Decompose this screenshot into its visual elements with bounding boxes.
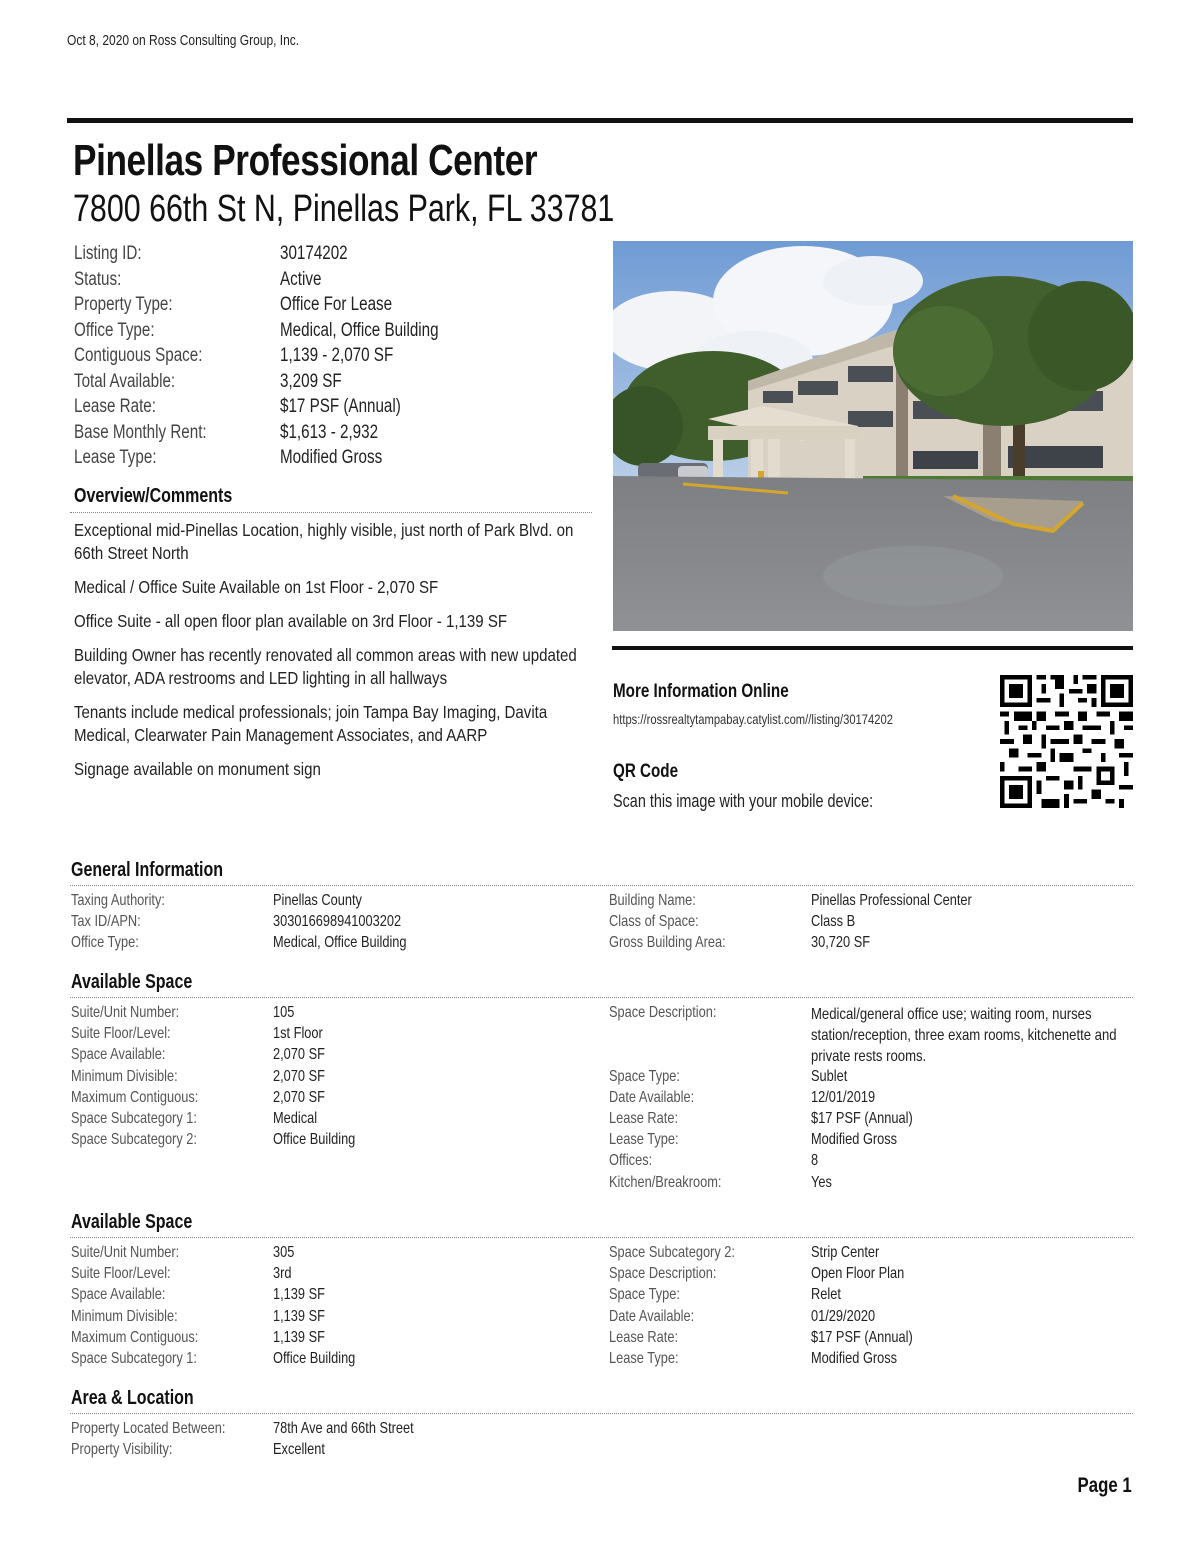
detail-row [609,1265,1133,1286]
summary-value: $1,613 - 2,932 [280,421,379,443]
overview-heading [74,485,272,508]
summary-value: Office For Lease [280,294,393,315]
detail-label: Property Located Between: [71,1420,226,1437]
detail-value: 8 [811,1152,819,1170]
detail-value: Class B [811,913,856,931]
overview-paragraph: Building Owner has recently renovated all common areas with new updated elevator, ADA restrooms and LED lighting in all hallways [74,645,577,688]
detail-value [811,1004,1200,1068]
suite-105-right-column [609,1004,1133,1195]
detail-value: 1,139 SF [273,1286,325,1304]
detail-row [71,1308,601,1329]
detail-label: Space Subcategory 1: [71,1349,197,1367]
summary-value: 1,139 - 2,070 SF [280,345,394,366]
detail-value: $17 PSF (Annual) [811,1109,913,1127]
detail-label: Suite Floor/Level: [71,1265,171,1283]
overview-divider [70,512,592,513]
summary-value: Active [280,268,322,290]
detail-label: Space Type: [609,1067,680,1085]
suite-105-left-column [71,1004,601,1152]
summary-row-status [74,269,594,295]
detail-value: 12/01/2019 [811,1088,876,1106]
detail-row [71,1420,601,1441]
summary-row-office-type [74,320,594,346]
page-title [73,136,653,186]
detail-row [71,1329,601,1350]
detail-label: Class of Space: [609,913,699,931]
detail-label: Property Visibility: [71,1441,173,1459]
detail-label: Minimum Divisible: [71,1067,178,1085]
section-heading-text: Available Space [71,1211,193,1233]
section-divider [70,885,1133,886]
detail-label: Suite Floor/Level: [71,1025,171,1043]
summary-row-listing-id [74,243,594,269]
summary-label: Lease Type: [74,447,157,468]
overview-paragraph: Office Suite - all open floor plan available on 3rd Floor - 1,139 SF [74,611,508,631]
summary-value: 3,209 SF [280,370,342,392]
detail-row [71,1286,601,1307]
detail-row [609,1004,1133,1068]
detail-row [609,1131,1133,1152]
detail-label: Space Available: [71,1046,166,1064]
detail-value: Sublet [811,1067,848,1085]
detail-value: Pinellas County [273,892,362,909]
detail-row [609,1152,1133,1173]
detail-label: Space Description: [609,1265,717,1283]
detail-value: 1,139 SF [273,1328,325,1346]
detail-label: Lease Type: [609,1349,679,1367]
detail-value: Office Building [273,1349,356,1367]
overview-paragraph: Tenants include medical professionals; join Tampa Bay Imaging, Davita Medical, Clearwater Pain Management Associates, and AARP [74,702,548,745]
detail-value: 105 [273,1004,295,1021]
detail-row [609,934,1133,955]
detail-row [609,1068,1133,1089]
overview-body [74,519,594,792]
detail-value: 01/29/2020 [811,1307,876,1325]
property-title-text: Pinellas Professional Center [73,136,538,185]
detail-label: Date Available: [609,1307,695,1325]
section-heading-available-space-305 [71,1211,223,1234]
detail-value: Medical [273,1109,318,1127]
section-heading-text: Area & Location [71,1387,194,1409]
summary-row-lease-type [74,447,594,473]
detail-label: Lease Rate: [609,1328,679,1346]
building-photo-image [613,241,1133,631]
detail-label: Building Name: [609,892,696,909]
summary-row-total-available [74,371,594,397]
section-heading-available-space-105 [71,971,223,994]
overview-paragraph: Signage available on monument sign [74,759,321,779]
overview-paragraph: Exceptional mid-Pinellas Location, highly visible, just north of Park Blvd. on 66th Street North [74,520,574,563]
general-info-right-column [609,892,1133,956]
detail-row [71,1441,601,1462]
qr-heading-text: QR Code [613,761,679,782]
detail-row [71,934,601,955]
summary-label: Base Monthly Rent: [74,421,207,443]
detail-label: Suite/Unit Number: [71,1004,180,1021]
section-divider [70,1413,1133,1414]
summary-value: 30174202 [280,243,348,264]
property-photo [613,241,1133,631]
detail-value: 2,070 SF [273,1088,325,1106]
section-heading-general-information [71,859,261,882]
detail-value: 1,139 SF [273,1307,325,1325]
section-divider [70,997,1133,998]
detail-row [609,1350,1133,1371]
page-number-text: Page 1 [1077,1474,1132,1497]
summary-value: $17 PSF (Annual) [280,396,401,417]
qr-instructions-text: Scan this image with your mobile device: [613,791,874,811]
detail-value: Pinellas Professional Center [811,892,972,909]
detail-row [71,892,601,913]
detail-label: Tax ID/APN: [71,913,141,931]
detail-label: Space Subcategory 1: [71,1109,197,1127]
detail-value: 1st Floor [273,1025,323,1043]
detail-label: Offices: [609,1152,653,1170]
detail-value: Relet [811,1286,841,1304]
detail-label: Minimum Divisible: [71,1307,178,1325]
summary-row-lease-rate [74,396,594,422]
qr-code-heading [613,761,694,783]
detail-row [609,1308,1133,1329]
more-info-heading-text: More Information Online [613,681,789,702]
summary-row-contiguous-space [74,345,594,371]
summary-label: Lease Rate: [74,396,156,417]
detail-value: 303016698941003202 [273,913,402,931]
summary-label: Property Type: [74,294,173,315]
summary-row-base-monthly-rent [74,422,594,448]
detail-value: 2,070 SF [273,1046,325,1064]
detail-row [71,1265,601,1286]
section-divider [70,1237,1133,1238]
section-heading-text: Available Space [71,971,193,993]
general-info-left-column [71,892,601,956]
qr-code-graphic [1000,675,1133,808]
more-info-heading [613,681,833,703]
summary-value: Modified Gross [280,447,383,468]
header-meta [67,32,357,49]
listing-url-text[interactable]: https://rossrealtytampabay.catylist.com//listing/30174202 [613,711,893,727]
detail-row [71,1046,601,1067]
detail-label: Space Type: [609,1286,680,1304]
detail-value: $17 PSF (Annual) [811,1328,913,1346]
detail-value: Open Floor Plan [811,1265,905,1283]
detail-label: Date Available: [609,1088,695,1106]
detail-value: 78th Ave and 66th Street [273,1420,414,1437]
detail-row [609,913,1133,934]
area-location-left-column [71,1420,601,1462]
detail-row [609,1244,1133,1265]
detail-row [71,1350,601,1371]
detail-label: Space Subcategory 2: [71,1131,197,1149]
detail-value: 30,720 SF [811,934,871,952]
suite-305-right-column [609,1244,1133,1371]
detail-row [609,1174,1133,1195]
detail-row [71,1068,601,1089]
photo-divider [612,646,1133,650]
detail-row [71,1110,601,1131]
detail-label: Office Type: [71,934,139,952]
detail-row [609,1286,1133,1307]
summary-label: Status: [74,268,122,290]
summary-table [74,243,594,473]
detail-label: Lease Type: [609,1131,679,1149]
detail-row [71,913,601,934]
detail-value: Strip Center [811,1244,880,1261]
detail-label: Kitchen/Breakroom: [609,1173,722,1191]
page-number [1064,1474,1132,1498]
detail-value: 305 [273,1244,295,1261]
detail-row [609,892,1133,913]
detail-value: 3rd [273,1265,292,1283]
detail-row [609,1329,1133,1350]
detail-row [609,1110,1133,1131]
detail-label: Suite/Unit Number: [71,1244,180,1261]
property-address-text: 7800 66th St N, Pinellas Park, FL 33781 [73,188,615,230]
qr-code-icon [1000,675,1133,808]
space-description-text: Medical/general office use; waiting room, nurses station/reception, three exam rooms, kitchenette and private rests rooms. [811,1006,1117,1066]
detail-value: Office Building [273,1131,356,1149]
print-date-text: Oct 8, 2020 on Ross Consulting Group, Inc. [67,32,300,49]
section-heading-area-location [71,1387,224,1410]
detail-row [71,1244,601,1265]
detail-value: Modified Gross [811,1349,898,1367]
detail-value: Yes [811,1173,832,1191]
qr-instructions [613,791,938,812]
summary-label: Total Available: [74,370,176,392]
property-address [73,188,750,231]
detail-label: Gross Building Area: [609,934,726,952]
overview-paragraph: Medical / Office Suite Available on 1st Floor - 2,070 SF [74,577,439,597]
detail-row [71,1089,601,1110]
detail-value: 2,070 SF [273,1067,325,1085]
detail-label: Lease Rate: [609,1109,679,1127]
listing-url-link[interactable] [613,711,963,727]
detail-value: Excellent [273,1441,325,1459]
suite-305-left-column [71,1244,601,1371]
detail-value: Modified Gross [811,1131,898,1149]
section-heading-text: General Information [71,859,224,881]
top-rule [67,118,1133,123]
summary-row-property-type [74,294,594,320]
summary-value: Medical, Office Building [280,319,439,341]
detail-label: Maximum Contiguous: [71,1328,199,1346]
detail-label: Space Available: [71,1286,166,1304]
summary-label: Contiguous Space: [74,345,203,366]
detail-label: Taxing Authority: [71,892,165,909]
summary-label: Office Type: [74,319,155,341]
detail-row [71,1004,601,1025]
detail-row [609,1089,1133,1110]
detail-label: Maximum Contiguous: [71,1088,199,1106]
detail-row [71,1131,601,1152]
detail-value: Medical, Office Building [273,934,407,952]
detail-label: Space Description: [609,1004,717,1021]
overview-heading-text: Overview/Comments [74,485,233,507]
summary-label: Listing ID: [74,243,142,264]
detail-label: Space Subcategory 2: [609,1244,735,1261]
detail-row [71,1025,601,1046]
